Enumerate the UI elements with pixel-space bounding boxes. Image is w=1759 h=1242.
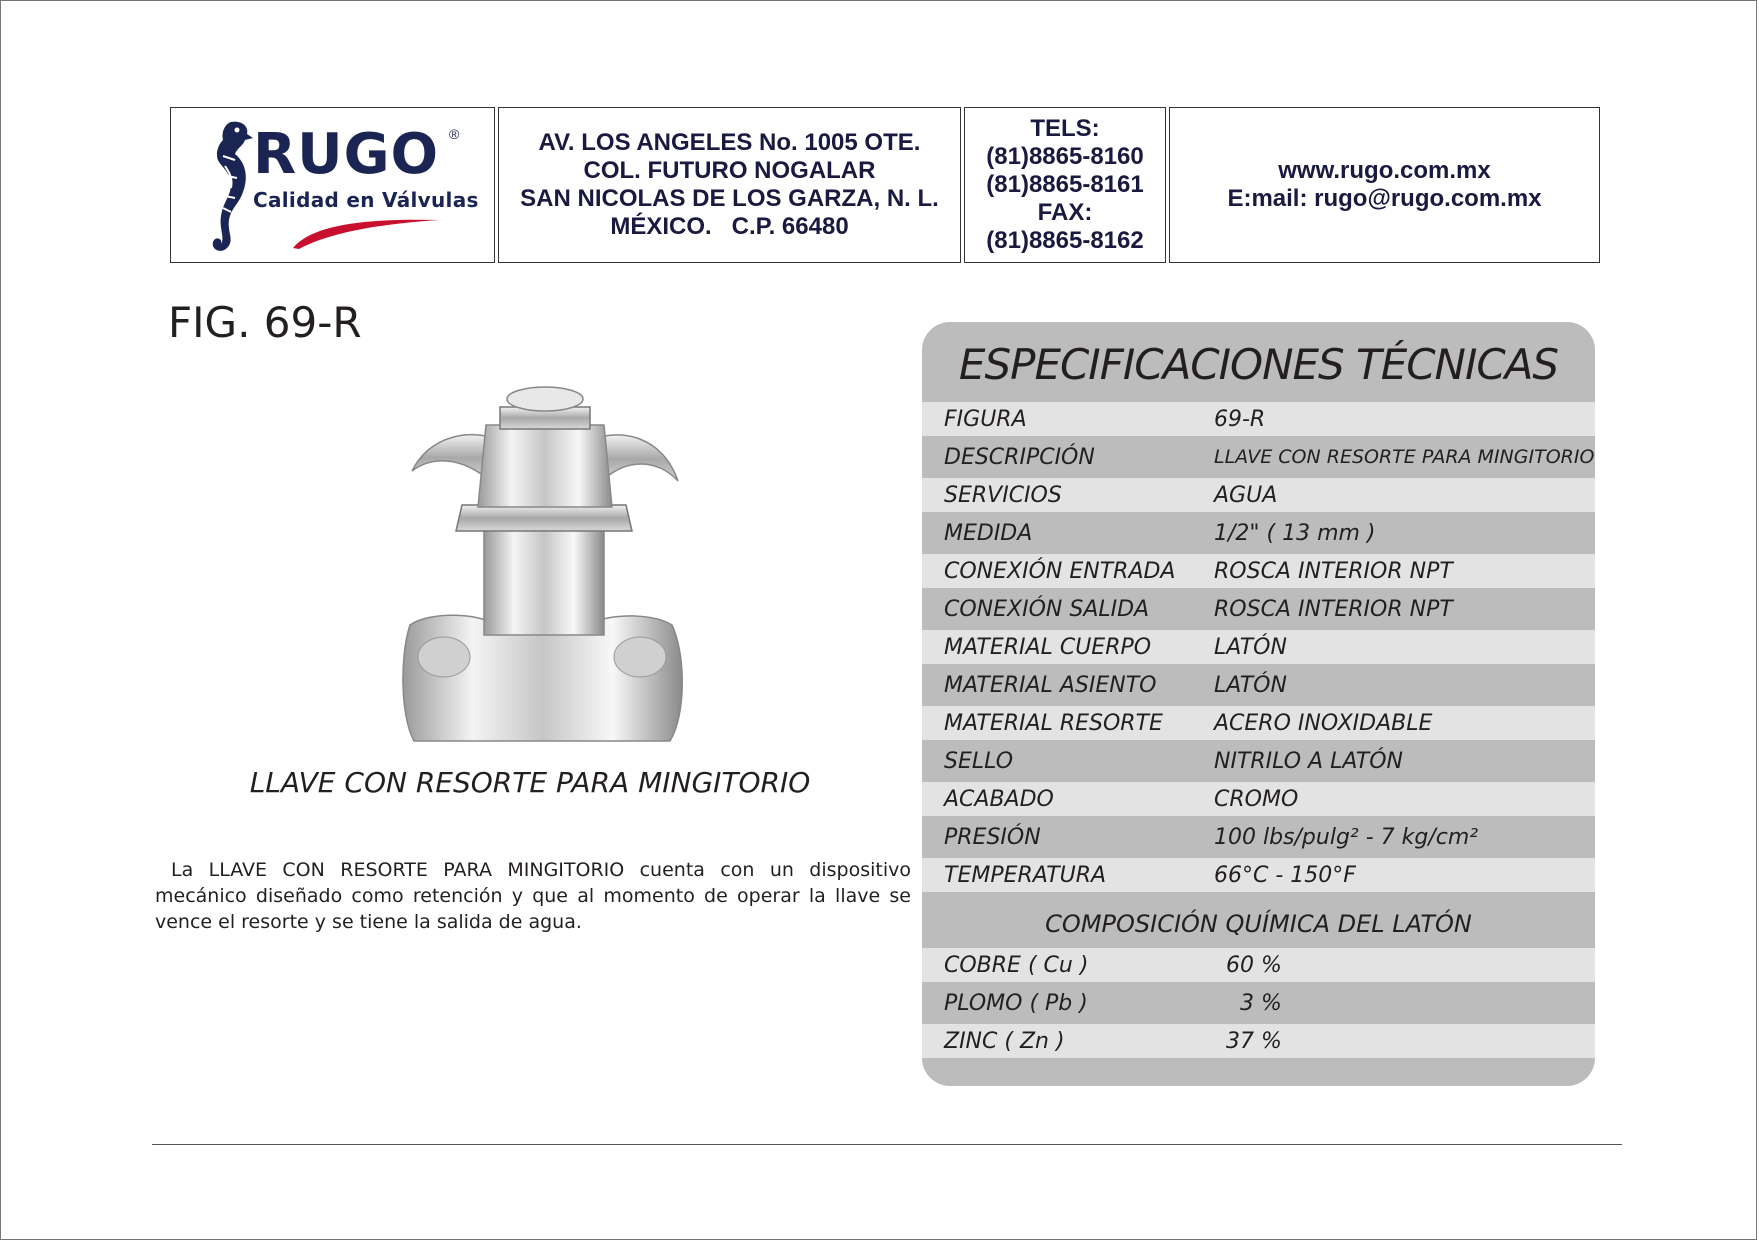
- spec-row-descripcion: [922, 440, 1595, 474]
- spec-value: 66°C - 150°F: [1214, 862, 1356, 888]
- spec-value: 100 lbs/pulg² - 7 kg/cm²: [1214, 824, 1479, 850]
- spec-row-conexion-salida: [922, 592, 1595, 626]
- footer-divider: [152, 1144, 1622, 1145]
- address-line-1: AV. LOS ANGELES No. 1005 OTE.: [538, 129, 921, 156]
- spec-label: CONEXIÓN ENTRADA: [944, 558, 1176, 584]
- spec-value: NITRILO A LATÓN: [1214, 748, 1404, 774]
- logo-brand: RUGO: [253, 122, 440, 187]
- registered-mark: ®: [449, 126, 460, 142]
- composition-row-cobre: [922, 948, 1595, 982]
- phone-1: (81)8865-8160: [986, 143, 1144, 170]
- spec-label: ACABADO: [944, 786, 1054, 812]
- phone-2: (81)8865-8161: [986, 171, 1144, 198]
- spec-label: SERVICIOS: [944, 482, 1062, 508]
- spec-value: LLAVE CON RESORTE PARA MINGITORIO: [1214, 446, 1595, 468]
- fax-number: (81)8865-8162: [986, 227, 1144, 254]
- spec-row-material-asiento: [922, 668, 1595, 702]
- email-link[interactable]: E:mail: rugo@rugo.com.mx: [1227, 185, 1542, 212]
- product-description: La LLAVE CON RESORTE PARA MINGITORIO cuenta con un dispositivo mecánico diseñado como retención y que al momento de operar la llave se vence el resorte y se tiene la salida de agua.: [155, 859, 911, 933]
- spec-value: ROSCA INTERIOR NPT: [1214, 596, 1453, 622]
- spec-label: DESCRIPCIÓN: [944, 444, 1095, 470]
- composition-label: PLOMO ( Pb ): [944, 990, 1088, 1016]
- header: [170, 107, 1600, 263]
- fax-label: FAX:: [1037, 199, 1093, 226]
- specs-panel: [922, 322, 1595, 1086]
- spec-value: 69-R: [1214, 406, 1266, 432]
- spec-value: ROSCA INTERIOR NPT: [1214, 558, 1453, 584]
- valve-product-image: [400, 385, 690, 747]
- figure-title: FIG. 69-R: [168, 298, 362, 347]
- spec-label: SELLO: [944, 748, 1014, 774]
- phones-box: [964, 107, 1166, 263]
- spec-label: TEMPERATURA: [944, 862, 1107, 888]
- spec-row-figura: [922, 402, 1595, 436]
- spec-value: ACERO INOXIDABLE: [1214, 710, 1433, 736]
- spec-row-material-cuerpo: [922, 630, 1595, 664]
- spec-row-temperatura: [922, 858, 1595, 892]
- composition-row-plomo: [922, 986, 1595, 1020]
- logo-tagline: Calidad en Válvulas: [253, 188, 479, 212]
- logo-box: [170, 107, 495, 263]
- spec-label: FIGURA: [944, 406, 1027, 432]
- spec-label: MATERIAL RESORTE: [944, 710, 1163, 736]
- spec-value: LATÓN: [1214, 634, 1287, 660]
- website-link[interactable]: www.rugo.com.mx: [1278, 157, 1491, 184]
- specs-title: ESPECIFICACIONES TÉCNICAS: [958, 340, 1559, 389]
- address-line-4: MÉXICO. C.P. 66480: [610, 213, 849, 240]
- composition-value: 60 %: [1226, 952, 1282, 978]
- spec-label: MATERIAL ASIENTO: [944, 672, 1157, 698]
- seahorse-logo-icon: [201, 116, 257, 256]
- spec-row-acabado: [922, 782, 1595, 816]
- product-caption: LLAVE CON RESORTE PARA MINGITORIO: [249, 766, 811, 799]
- composition-row-zinc: [922, 1024, 1595, 1058]
- spec-label: MEDIDA: [944, 520, 1033, 546]
- address-box: [498, 107, 961, 263]
- spec-label: CONEXIÓN SALIDA: [944, 596, 1150, 622]
- spec-row-medida: [922, 516, 1595, 550]
- address-line-3: SAN NICOLAS DE LOS GARZA, N. L.: [520, 185, 939, 212]
- web-box: [1169, 107, 1600, 263]
- swoosh-icon: [291, 216, 441, 250]
- spec-label: PRESIÓN: [944, 824, 1041, 850]
- spec-row-material-resorte: [922, 706, 1595, 740]
- composition-value: 37 %: [1226, 1028, 1282, 1054]
- tels-label: TELS:: [1030, 115, 1100, 142]
- composition-label: ZINC ( Zn ): [944, 1028, 1065, 1054]
- spec-label: MATERIAL CUERPO: [944, 634, 1152, 660]
- spec-row-conexion-entrada: [922, 554, 1595, 588]
- spec-row-sello: [922, 744, 1595, 778]
- spec-value: AGUA: [1214, 482, 1278, 508]
- composition-label: COBRE ( Cu ): [944, 952, 1089, 978]
- spec-value: 1/2" ( 13 mm ): [1214, 520, 1376, 546]
- address-line-2: COL. FUTURO NOGALAR: [583, 157, 876, 184]
- composition-title: COMPOSICIÓN QUÍMICA DEL LATÓN: [1045, 910, 1472, 938]
- spec-row-presion: [922, 820, 1595, 854]
- spec-value: LATÓN: [1214, 672, 1287, 698]
- composition-value: 3 %: [1240, 990, 1282, 1016]
- spec-row-servicios: [922, 478, 1595, 512]
- spec-value: CROMO: [1214, 786, 1299, 812]
